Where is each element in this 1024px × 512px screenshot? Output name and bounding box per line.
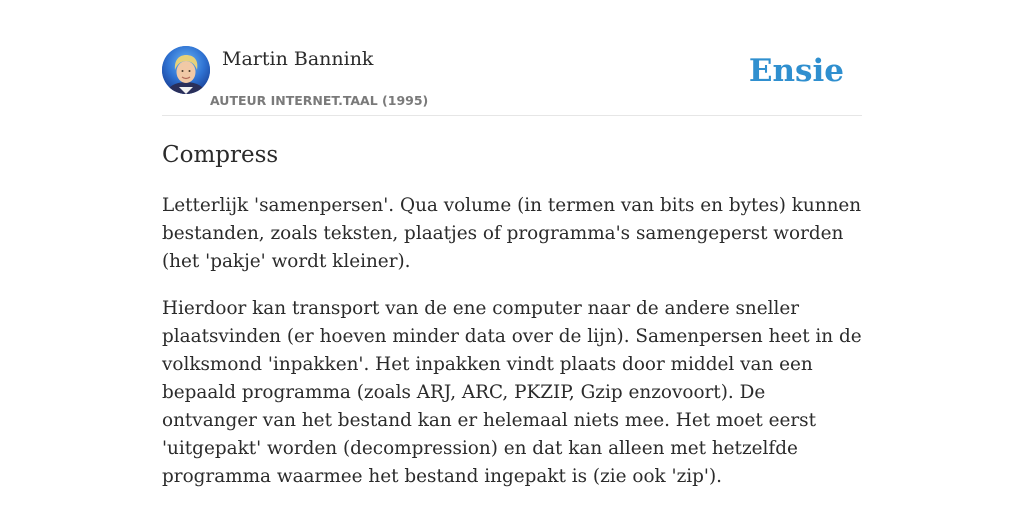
author-role: AUTEUR INTERNET.TAAL (1995) xyxy=(210,93,429,108)
article-header xyxy=(162,46,862,116)
author-photo-icon xyxy=(162,46,210,94)
entry-content xyxy=(162,192,862,510)
brand-logo[interactable]: Ensie xyxy=(748,53,844,89)
entry-paragraph: Hierdoor kan transport van de ene computer naar de andere sneller plaatsvinden (er hoeven minder data over de lijn). Samenpersen heet in de volksmond 'inpakken'. Het inpakken vindt plaats door middel van een bepaald programma (zoals ARJ, ARC, PKZIP, Gzip enzovoort). De ontvanger van het bestand kan er helemaal niets mee. Het moet eerst 'uitgepakt' worden (decompression) en dat kan alleen met hetzelfde programma waarmee het bestand ingepakt is (zie ook 'zip'). xyxy=(162,298,862,487)
entry-paragraph: Letterlijk 'samenpersen'. Qua volume (in termen van bits en bytes) kunnen bestanden, zoals teksten, plaatjes of programma's samengeperst worden (het 'pakje' wordt kleiner). xyxy=(162,195,862,272)
avatar[interactable] xyxy=(162,46,210,94)
entry-title: Compress xyxy=(162,142,279,168)
author-name[interactable]: Martin Bannink xyxy=(222,48,374,70)
